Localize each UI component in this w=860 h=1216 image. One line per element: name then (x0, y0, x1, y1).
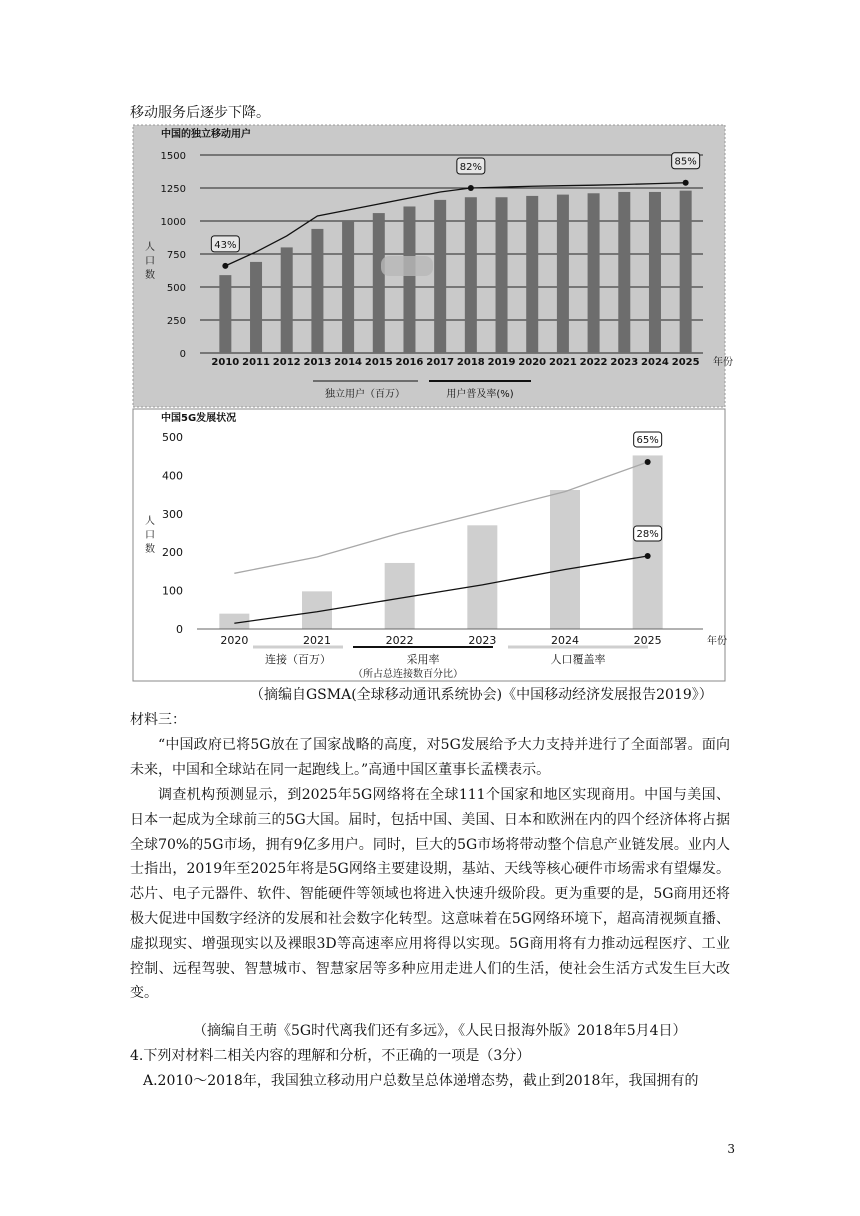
chart1-xtick: 2023 (610, 357, 639, 368)
chart1-bar (342, 221, 354, 353)
chart2-ytick: 0 (176, 623, 183, 636)
chart1-rate-label: 85% (674, 156, 697, 168)
chart2-xtick: 2024 (551, 634, 579, 647)
chart1-bar (465, 197, 477, 353)
chart1-xtick: 2010 (211, 357, 240, 368)
chart2-xtick: 2023 (468, 634, 497, 647)
chart1-bar (496, 197, 508, 353)
chart1-ytick: 1500 (160, 151, 186, 162)
chart2-svg (133, 409, 725, 681)
chart1-rate-point (683, 180, 689, 186)
chart1-xtick: 2013 (303, 357, 332, 368)
chart2-bar (550, 490, 580, 629)
chart2-ylabel: 数 (145, 544, 155, 555)
chart1-bar (680, 191, 692, 353)
chart2-ytick: 400 (162, 469, 183, 483)
source-citation-1: （摘编自GSMA(全球移动通讯系统协会)《中国移动经济发展报告2019》） (250, 687, 713, 703)
chart1-rate-point (468, 185, 474, 191)
chart1-ytick: 1250 (160, 184, 186, 195)
chart1-ytick: 250 (166, 316, 186, 327)
chart-5g-status (133, 409, 725, 681)
chart2-ytick: 100 (162, 584, 183, 598)
chart1-ylabel: 数 (145, 270, 155, 281)
source-citation-2: （摘编自王萌《5G时代离我们还有多远》，《人民日报海外版》2018年5月4日） (193, 1023, 687, 1039)
chart2-xtick: 2025 (633, 634, 662, 647)
chart1-ytick: 0 (179, 349, 186, 360)
chart1-xtick: 2021 (548, 357, 577, 368)
chart1-svg (133, 125, 733, 407)
chart1-bar (219, 275, 231, 353)
chart1-bar (557, 195, 569, 353)
chart1-bar (588, 193, 600, 353)
chart2-ylabel: 人 (145, 516, 155, 527)
chart2-callout-label: 65% (636, 434, 659, 446)
chart1-bar (649, 192, 661, 353)
chart1-xtick: 2014 (334, 357, 363, 368)
chart2-ytick: 300 (162, 507, 183, 521)
chart1-bar (403, 206, 415, 353)
chart1-xtick: 2024 (641, 357, 669, 368)
chart2-xtick: 2022 (385, 634, 414, 647)
chart1-legend-line-label: 用户普及率(%) (446, 389, 514, 400)
chart1-xtick: 2025 (671, 357, 700, 368)
chart2-callout-label: 28% (636, 529, 659, 541)
chart2-legend-bar-label: 连接（百万） (265, 653, 331, 666)
chart1-xtick: 2018 (456, 357, 485, 368)
chart2-legend-coverage-label: 人口覆盖率 (550, 653, 606, 666)
chart2-legend-note: （所占总连接数百分比） (353, 669, 463, 680)
chart1-xtick: 2020 (518, 357, 547, 368)
chart2-xlabel: 年份 (707, 636, 727, 647)
intro-line: 移动服务后逐步下降。 (130, 105, 270, 121)
chart1-xtick: 2022 (579, 357, 608, 368)
chart1-xlabel: 年份 (713, 357, 733, 368)
chart1-rate-point (222, 263, 228, 269)
chart1-legend-bar-label: 独立用户（百万） (325, 389, 405, 400)
option-a: A.2010～2018年，我国独立移动用户总数呈总体递增态势，截止到2018年，我国拥有的 (143, 1073, 699, 1089)
chart2-xtick: 2021 (303, 634, 331, 647)
chart1-title: 中国的独立移动用户 (161, 129, 251, 140)
page-number: 3 (727, 1142, 735, 1156)
chart-independent-users (133, 125, 733, 407)
chart2-ytick: 200 (162, 546, 183, 560)
chart1-bar (281, 247, 293, 353)
chart1-xtick: 2019 (487, 357, 516, 368)
chart1-bar (526, 196, 538, 353)
chart1-xtick: 2016 (395, 357, 424, 368)
chart2-bar (467, 525, 497, 629)
chart1-xtick: 2015 (364, 357, 393, 368)
paragraph-1: “中国政府已将5G放在了国家战略的高度，对5G发展给予大力支持并进行了全面部署。面向未来，中国和全球站在同一起跑线上。”高通中国区董事长孟樸表示。 (130, 737, 730, 778)
chart1-ytick: 750 (166, 250, 186, 261)
chart1-xtick: 2011 (242, 357, 270, 368)
chart2-point (645, 553, 651, 559)
chart1-bar (250, 262, 262, 353)
chart1-bar (434, 200, 446, 353)
chart1-ylabel: 人 (145, 242, 155, 253)
chart1-xtick: 2012 (272, 357, 301, 368)
chart1-xtick: 2017 (426, 357, 455, 368)
chart1-ytick: 500 (166, 283, 186, 294)
material3-heading: 材料三： (130, 712, 186, 728)
chart2-ylabel: 口 (145, 530, 155, 541)
chart2-xtick: 2020 (220, 634, 249, 647)
chart2-ytick: 500 (162, 431, 183, 444)
chart1-bar (618, 192, 630, 353)
chart2-legend-adoption-label: 采用率 (406, 653, 440, 666)
chart2-bar (633, 455, 663, 629)
chart2-title: 中国5G发展状况 (161, 413, 237, 424)
question-4: 4.下列对材料二相关内容的理解和分析，不正确的一项是（3分） (130, 1048, 531, 1064)
paragraph-2: 调查机构预测显示，到2025年5G网络将在全球111个国家和地区实现商用。中国与美国、日本一起成为全球前三的5G大国。届时，包括中国、美国、日本和欧洲在内的四个经济体将占据全球70%的5G市场，拥有9亿多用户。同时，巨大的5G市场将带动整个信息产业链发展。业内人士指出，2019年至2025年将是5G网络主要建设期，基站、天线等核心硬件市场需求有望爆发。芯片、电子元器件、软件、智能硬件等领域也将进入快速升级阶段。更为重要的是，5G商用还将极大促进中国数字经济的发展和社会数字化转型。这意味着在5G网络环境下，超高清视频直播、虚拟现实、增强现实以及裸眼3D等高速率应用将得以实现。5G商用将有力推动远程医疗、工业控制、远程驾驶、智慧城市、智慧家居等多种应用走进人们的生活，使社会生活方式发生巨大改变。 (130, 787, 730, 1002)
chart1-redaction-mark (381, 256, 433, 276)
chart1-ytick: 1000 (160, 217, 186, 228)
chart1-ylabel: 口 (145, 256, 155, 267)
chart1-rate-label: 82% (459, 162, 482, 173)
chart1-bar (373, 213, 385, 353)
chart2-point (645, 459, 651, 465)
chart1-rate-label: 43% (214, 239, 237, 251)
chart1-bar (311, 229, 323, 353)
